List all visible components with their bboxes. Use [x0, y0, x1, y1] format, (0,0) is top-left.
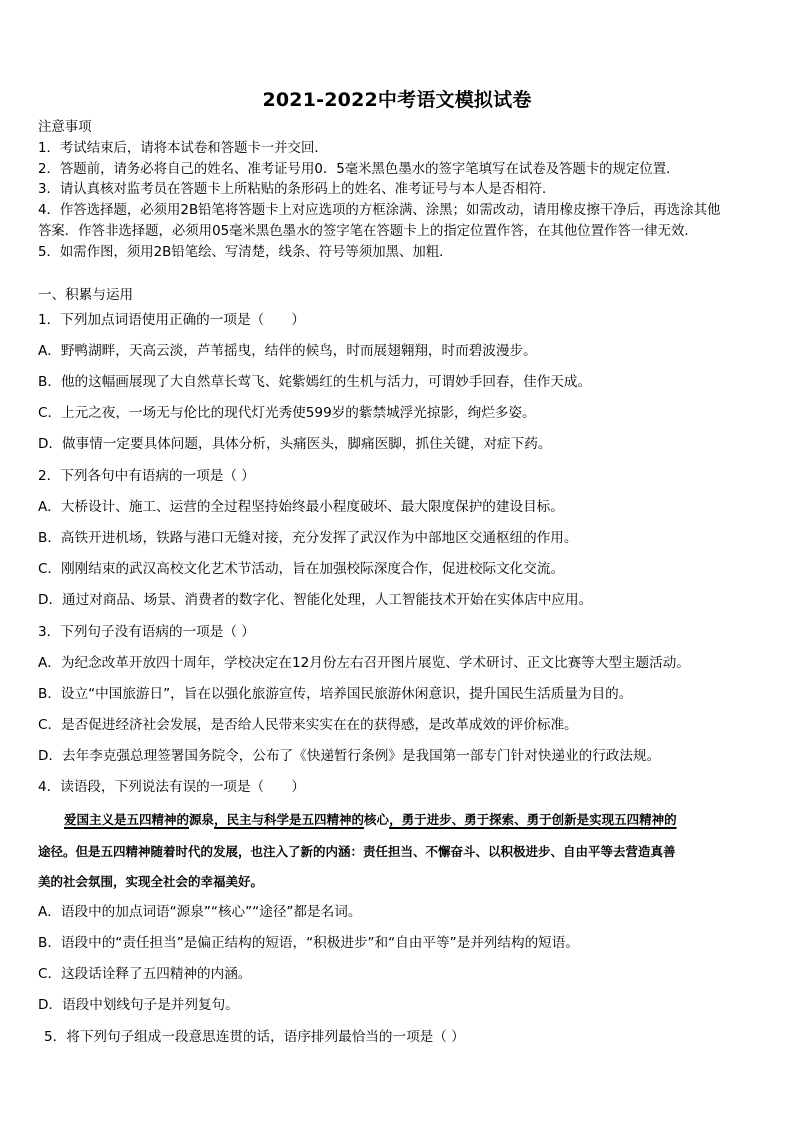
- notice-item-3: 3．请认真核对监考员在答题卡上所粘贴的条形码上的姓名、准考证号与本人是否相符．: [38, 182, 556, 197]
- option-a: A．为纪念改革开放四十周年，学校决定在12月份左右召开图片展览、学术研讨、正文比赛等大型主题活动。: [38, 655, 690, 671]
- underlined-sentence: ，民主与科学是五四精神的: [214, 812, 365, 827]
- option-c: C．上元之夜，一场无与伦比的现代灯光秀使599岁的紫禁城浮光掠影，绚烂多姿。: [38, 405, 536, 421]
- underlined-sentence: 爱国主义是五四精神的: [64, 812, 190, 827]
- question-stem: 4．读语段，下列说法有误的一项是（ ）: [38, 779, 305, 795]
- dotted-word: 核心: [364, 812, 390, 827]
- question-stem: 2．下列各句中有语病的一项是（ ）: [38, 468, 255, 484]
- option-b: B．语段中的“责任担当”是偏正结构的短语，“积极进步”和“自由平等”是并列结构的短语。: [38, 935, 579, 951]
- dotted-word: 源泉: [189, 812, 215, 827]
- question-stem: 5．将下列句子组成一段意思连贯的话，语序排列最恰当的一项是（ ）: [44, 1029, 465, 1045]
- option-c: C．这段话诠释了五四精神的内涵。: [38, 966, 252, 982]
- passage-line-1: [38, 811, 782, 829]
- option-b: B．高铁开进机场，铁路与港口无缝对接，充分发挥了武汉作为中部地区交通枢纽的作用。: [38, 530, 578, 546]
- passage-line-3: 美的社会氛围，实现全社会的幸福美好。: [38, 874, 264, 889]
- section-heading: 一、积累与运用: [38, 287, 134, 303]
- notice-item-4: 4．作答选择题，必须用2B铅笔将答题卡上对应选项的方框涂满、涂黑；如需改动，请用橡皮擦干净后，再选涂其他: [38, 203, 721, 218]
- option-d: D．通过对商品、场景、消费者的数字化、智能化处理，人工智能技术开始在实体店中应用。: [38, 592, 593, 608]
- notice-item-2: 2．答题前，请务必将自己的姓名、准考证号用0．5毫米黑色墨水的签字笔填写在试卷及答题卡的规定位置．: [38, 162, 680, 177]
- underlined-sentence: ，勇于进步、勇于探索、勇于创新是实现五四精神的: [389, 812, 677, 827]
- option-a: A．野鸭湖畔，天高云淡，芦苇摇曳，结伴的候鸟，时而展翅翱翔，时而碧波漫步。: [38, 343, 537, 359]
- notice-heading: 注意事项: [38, 120, 92, 135]
- option-a: A．大桥设计、施工、运营的全过程坚持始终最小程度破坏、最大限度保护的建设目标。: [38, 499, 564, 515]
- option-a: A．语段中的加点词语“源泉”“核心”“途径”都是名词。: [38, 904, 362, 920]
- question-stem: 1．下列加点词语使用正确的一项是（ ）: [38, 312, 305, 328]
- passage-line-2: 途径。但是五四精神随着时代的发展，也注入了新的内涵：责任担当、不懈奋斗、以积极进步、自由平等去营造真善: [38, 844, 676, 859]
- option-c: C．刚刚结束的武汉高校文化艺术节活动，旨在加强校际深度合作，促进校际文化交流。: [38, 561, 565, 577]
- option-c: C．是否促进经济社会发展，是否给人民带来实实在在的获得感，是改革成效的评价标准。: [38, 717, 578, 733]
- document-title: 2021-2022中考语文模拟试卷: [262, 89, 532, 111]
- notice-item-4-continued: 答案．作答非选择题，必须用05毫米黑色墨水的签字笔在答题卡上的指定位置作答，在其他位置作答一律无效．: [38, 224, 698, 239]
- notice-item-1: 1．考试结束后，请将本试卷和答题卡一并交回．: [38, 141, 328, 156]
- option-d: D．做事情一定要具体问题，具体分析，头痛医头，脚痛医脚，抓住关键，对症下药。: [38, 436, 552, 452]
- option-b: B．他的这幅画展现了大自然草长莺飞、姹紫嫣红的生机与活力，可谓妙手回春，佳作天成。: [38, 374, 592, 390]
- option-d: D．去年李克强总理签署国务院令，公布了《快递暂行条例》是我国第一部专门针对快递业的行政法规。: [38, 748, 661, 764]
- notice-item-5: 5．如需作图，须用2B铅笔绘、写清楚，线条、符号等须加黑、加粗．: [38, 245, 453, 260]
- option-b: B．设立“中国旅游日”，旨在以强化旅游宣传，培养国民旅游休闲意识，提升国民生活质量为目的。: [38, 686, 633, 702]
- question-stem: 3．下列句子没有语病的一项是（ ）: [38, 624, 255, 640]
- option-d: D．语段中划线句子是并列复句。: [38, 997, 239, 1013]
